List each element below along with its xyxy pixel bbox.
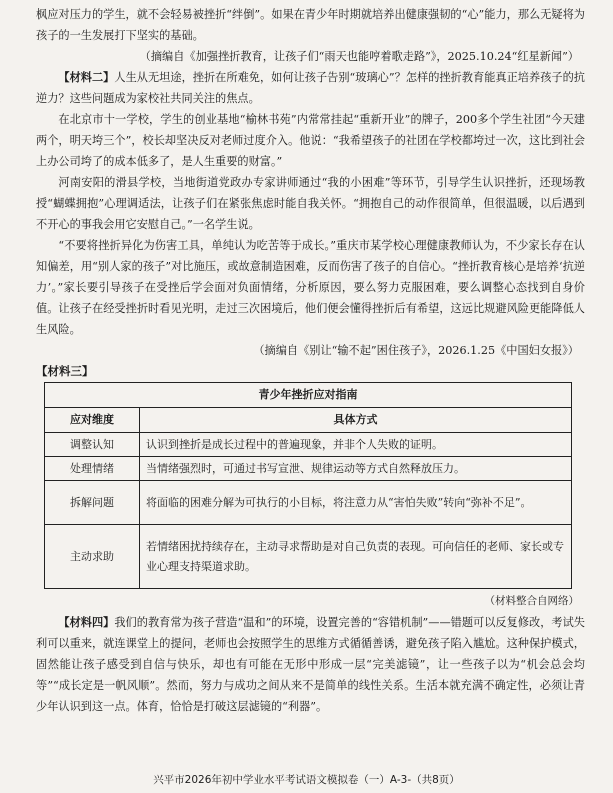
table-header-method: 具体方式 — [140, 408, 572, 433]
table-cell-method: 若情绪困扰持续存在，主动寻求帮助是对自己负责的表现。可向信任的老师、家长或专业心理支持渠道求助。 — [140, 525, 572, 589]
page-footer: 兴平市2026年初中学业水平考试语文模拟卷（一）A-3-（共8页） — [153, 774, 460, 786]
coping-guide-table — [44, 382, 572, 589]
material-2-paragraph-4: “不要将挫折异化为伤害工具，单纯认为吃苦等于成长。”重庆市某学校心理健康教师认为，不少家长存在认知偏差，用“别人家的孩子”对比施压，或故意制造困难，反而伤害了孩子的自信心。“挫折教育核心是培养‘抗逆力’。”家长要引导孩子在受挫后学会面对负面情绪，分析原因，要么努力克服困难，要么调整心态找到自身价值。让孩子在经受挫折时看见光明，走过三次困境后，他们便会懂得挫折后有希望，这远比规避风险更能降低人生风险。 — [36, 239, 585, 336]
table-row — [45, 457, 572, 481]
material-2-label: 【材料二】 — [58, 70, 115, 84]
material-4-label: 【材料四】 — [58, 615, 115, 629]
source-citation-2: （摘编自《别让“输不起”困住孩子》，2026.1.25《中国妇女报》） — [253, 344, 579, 357]
table-row — [45, 433, 572, 457]
table-cell-dimension: 调整认知 — [45, 433, 140, 457]
material-3-label: 【材料三】 — [36, 364, 94, 378]
table-cell-dimension: 主动求助 — [45, 525, 140, 589]
intro-paragraph: 枫应对压力的学生，就不会轻易被挫折“绊倒”。如果在青少年时期就培养出健康强韧的“心”能力，那么无疑将为孩子的一生发展打下坚实的基础。 — [36, 8, 585, 42]
table-row — [45, 525, 572, 589]
material-4-text: 我们的教育常为孩子营造“温和”的环境，设置完善的“容错机制”——错题可以反复修改，考试失利可以重来，就连课堂上的提问，老师也会按照学生的思维方式循循善诱，避免孩子陷入尴尬。这种保护模式，固然能让孩子感受到自信与快乐，却也有可能在无形中形成一层“完美滤镜”，让一些孩子以为“机会总会均等”“成长定是一帆风顺”。然而，努力与成功之间从来不是简单的线性关系。生活本就充满不确定性，必须让青少年认识到这一点。体育，恰恰是打破这层滤镜的“利器”。 — [36, 616, 585, 713]
table-cell-method: 当情绪强烈时，可通过书写宣泄、规律运动等方式自然释放压力。 — [140, 457, 572, 481]
material-2-text-1: 人生从无坦途，挫折在所难免，如何让孩子告别“玻璃心”？怎样的挫折教育能真正培养孩子的抗逆力？这些问题成为家校社共同关注的焦点。 — [36, 71, 585, 105]
table-cell-method: 将面临的困难分解为可执行的小目标，将注意力从“害怕失败”转向“弥补不足”。 — [140, 481, 572, 525]
table-header-dimension: 应对维度 — [45, 408, 140, 433]
material-2-paragraph-1 — [36, 67, 585, 109]
material-2-paragraph-3: 河南安阳的滑县学校，当地街道党政办专家讲师通过“我的小困难”等环节，引导学生认识挫折，还现场教授“蝴蝶拥抱”心理调适法，让孩子们在紧张焦虑时能自我关怀。“拥抱自己的动作很简单，但很温暖，以后遇到不开心的事我会用它安慰自己。”一名学生说。 — [36, 176, 585, 231]
source-citation-1: （摘编自《加强挫折教育，让孩子们“雨天也能哼着歌走路”》，2025.10.24“红星新闻”） — [139, 50, 579, 63]
table-source-note: （材料整合自网络） — [484, 595, 579, 607]
table-cell-method: 认识到挫折是成长过程中的普遍现象，并非个人失败的证明。 — [140, 433, 572, 457]
table-title: 青少年挫折应对指南 — [45, 383, 572, 408]
table-cell-dimension: 拆解问题 — [45, 481, 140, 525]
table-cell-dimension: 处理情绪 — [45, 457, 140, 481]
table-row — [45, 481, 572, 525]
material-2-paragraph-2: 在北京市十一学校，学生的创业基地“榆林书苑”内常常挂起“重新开业”的牌子，200多个学生社团“今天建两个，明天垮三个”，校长却坚决反对老师过度介入。他说：“我希望孩子的社团在学校都垮过一次，这比到社会上办公司垮了的成本低多了，是人生重要的财富。” — [36, 113, 585, 168]
material-4-paragraph — [36, 612, 585, 717]
